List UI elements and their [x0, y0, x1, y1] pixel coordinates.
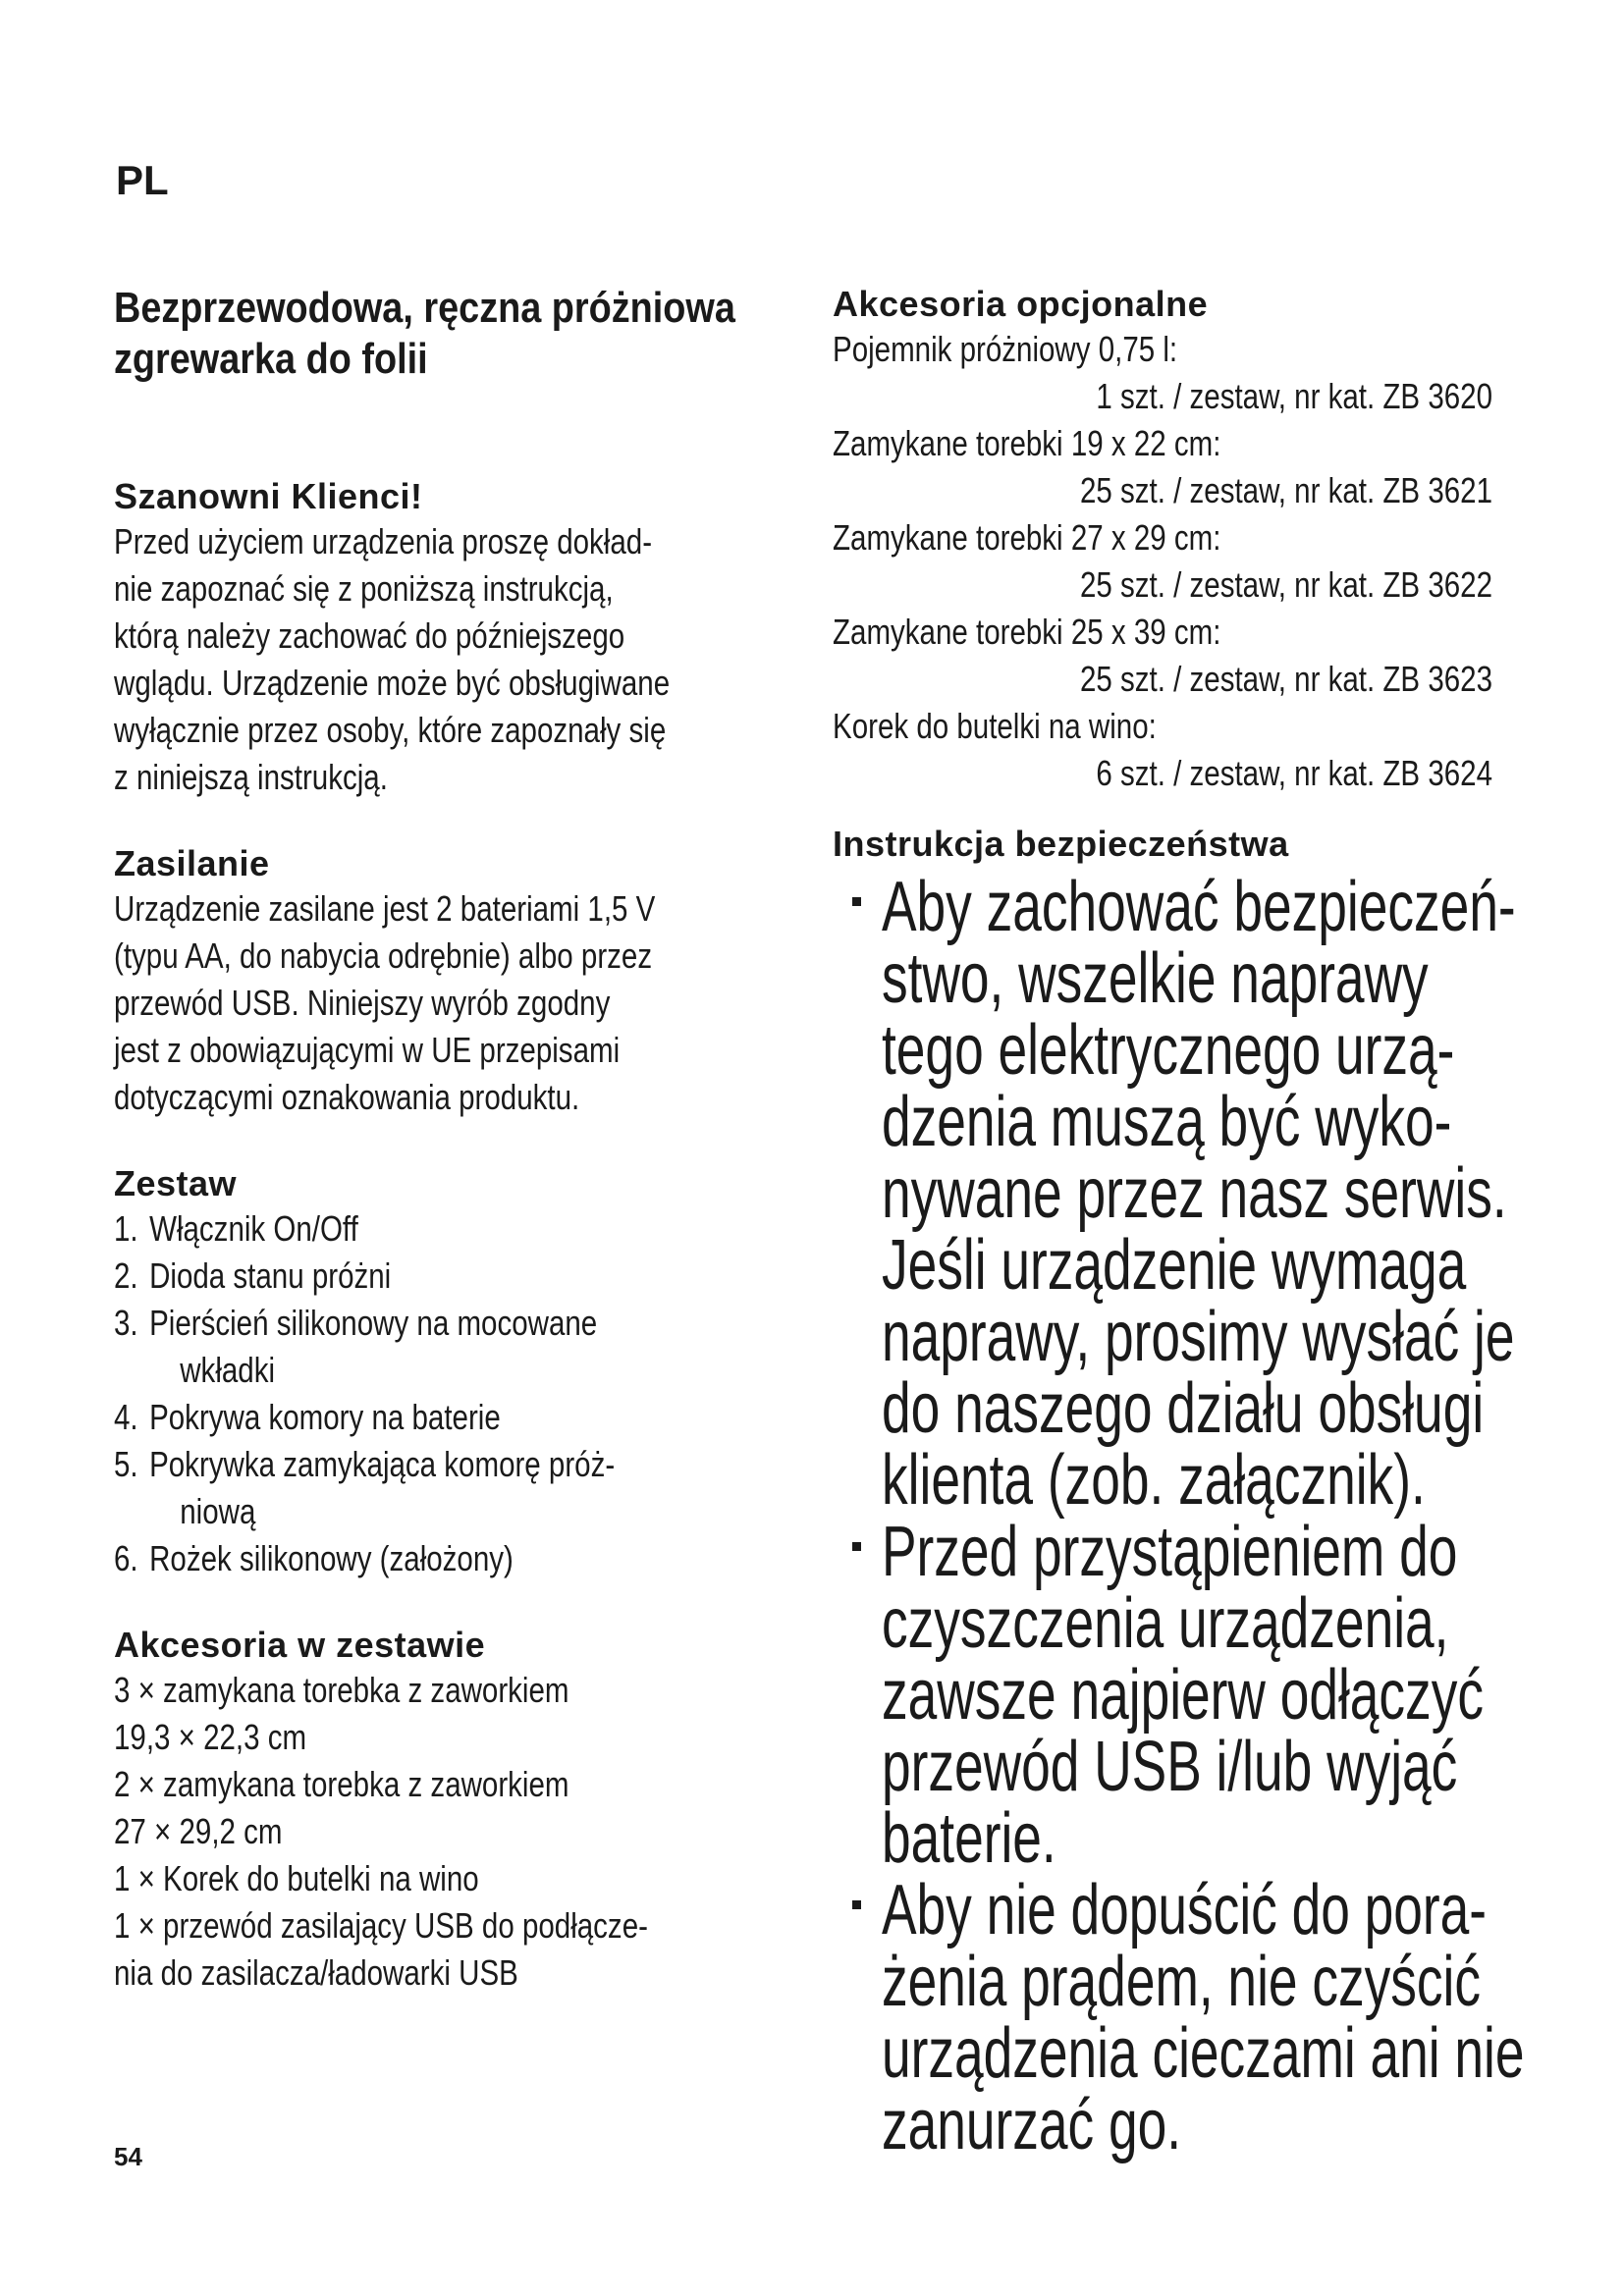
text-line: Urządzenie zasilane jest 2 bateriami 1,5 V — [114, 888, 656, 929]
text-line: 19,3 × 22,3 cm — [114, 1717, 307, 1757]
text-line: jest z obowiązującymi w UE przepisami — [114, 1030, 621, 1070]
text-line: baterie. — [882, 1799, 1056, 1878]
text-line: przewód USB. Niniejszy wyrób zgodny — [114, 983, 611, 1023]
safety-item — [833, 1871, 1525, 2164]
list-item — [833, 514, 1520, 609]
accessory-name: Korek do butelki na wino: — [833, 706, 1157, 746]
text-line: (typu AA, do nabycia odrębnie) albo przez — [114, 935, 653, 976]
text-line: Przed przystąpieniem do — [882, 1513, 1458, 1591]
accessory-name: Zamykane torebki 27 x 29 cm: — [833, 517, 1221, 558]
right-column — [833, 283, 1525, 2164]
bullet-icon — [852, 897, 861, 906]
safety-heading: Instrukcja bezpieczeństwa — [833, 824, 1289, 864]
text-line: dotyczącymi oznakowania produktu. — [114, 1077, 580, 1117]
item-text: Dioda stanu próżni — [149, 1255, 392, 1296]
item-number: 4. — [114, 1397, 138, 1437]
accessory-detail: 25 szt. / zestaw, nr kat. ZB 3622 — [1079, 564, 1492, 605]
accessory-detail: 25 szt. / zestaw, nr kat. ZB 3621 — [1079, 470, 1492, 510]
text-line: wglądu. Urządzenie może być obsługiwane — [114, 663, 671, 703]
text-line: naprawy, prosimy wysłać je — [882, 1298, 1515, 1376]
text-line: Jeśli urządzenie wymaga — [882, 1226, 1467, 1305]
accessory-name: Pojemnik próżniowy 0,75 l: — [833, 329, 1178, 369]
included-heading: Akcesoria w zestawie — [114, 1625, 486, 1665]
safety-item — [833, 1513, 1520, 1878]
text-line: czyszczenia urządzenia, — [882, 1584, 1449, 1663]
list-item — [114, 1205, 782, 1253]
page-number: 54 — [114, 2142, 142, 2171]
item-number: 1. — [114, 1208, 138, 1249]
accessory-name: Zamykane torebki 19 x 22 cm: — [833, 423, 1221, 463]
text-line: tego elektrycznego urzą- — [882, 1011, 1455, 1090]
greeting-section — [114, 475, 782, 801]
accessory-detail: 25 szt. / zestaw, nr kat. ZB 3623 — [1079, 659, 1492, 699]
bullet-icon — [852, 1542, 861, 1551]
text-line: 3 × zamykana torebka z zaworkiem — [114, 1670, 569, 1710]
list-item — [114, 1253, 782, 1300]
set-list — [114, 1205, 782, 1582]
language-code: PL — [116, 157, 169, 203]
bullet-icon — [852, 1900, 861, 1909]
text-line: klienta (zob. załącznik). — [882, 1441, 1426, 1520]
item-text: Rożek silikonowy (założony) — [149, 1538, 514, 1578]
list-item — [114, 1535, 782, 1582]
list-item — [114, 1441, 782, 1535]
text-line: Aby nie dopuścić do pora- — [882, 1871, 1488, 1949]
text-line: 1 × przewód zasilający USB do podłącze- — [114, 1905, 648, 1946]
text-line: nia do zasilacza/ładowarki USB — [114, 1952, 518, 1993]
item-text: wkładki — [180, 1350, 276, 1390]
item-text: Pokrywka zamykająca komorę próż- — [149, 1444, 616, 1484]
accessory-detail: 1 szt. / zestaw, nr kat. ZB 3620 — [1096, 376, 1492, 416]
item-number: 3. — [114, 1303, 138, 1343]
power-section — [114, 842, 782, 1121]
product-title — [114, 283, 782, 385]
list-item — [833, 326, 1520, 420]
item-text: Pierścień silikonowy na mocowane — [149, 1303, 598, 1343]
accessory-detail: 6 szt. / zestaw, nr kat. ZB 3624 — [1096, 753, 1492, 793]
set-section — [114, 1162, 782, 1582]
text-line: zanurzać go. — [882, 2086, 1182, 2164]
accessory-name: Zamykane torebki 25 x 39 cm: — [833, 612, 1221, 652]
left-column — [114, 283, 782, 1997]
safety-section — [833, 823, 1525, 2164]
list-item — [833, 420, 1520, 514]
item-number: 2. — [114, 1255, 138, 1296]
text-line: urządzenia cieczami ani nie — [882, 2014, 1525, 2093]
text-line: zawsze najpierw odłączyć — [882, 1656, 1484, 1735]
safety-item — [833, 868, 1520, 1520]
text-line: 27 × 29,2 cm — [114, 1811, 283, 1851]
text-line: stwo, wszelkie naprawy — [882, 939, 1429, 1018]
text-line: do naszego działu obsługi — [882, 1369, 1485, 1448]
set-heading: Zestaw — [114, 1163, 238, 1203]
text-line: dzenia muszą być wyko- — [882, 1083, 1452, 1161]
item-number: 5. — [114, 1444, 138, 1484]
text-line: przewód USB i/lub wyjąć — [882, 1728, 1458, 1806]
item-text: niową — [180, 1491, 256, 1531]
text-line: Aby zachować bezpieczeń- — [882, 868, 1516, 946]
included-accessories-section — [114, 1624, 782, 1997]
text-line: wyłącznie przez osoby, które zapoznały się — [114, 710, 667, 750]
title-line: zgrewarka do folii — [114, 335, 428, 383]
list-item — [114, 1394, 782, 1441]
item-text: Włącznik On/Off — [149, 1208, 358, 1249]
list-item — [833, 703, 1520, 797]
text-line: 2 × zamykana torebka z zaworkiem — [114, 1764, 569, 1804]
text-line: nywane przez nasz serwis. — [882, 1154, 1507, 1233]
title-line: Bezprzewodowa, ręczna próżniowa — [114, 284, 735, 332]
optional-heading: Akcesoria opcjonalne — [833, 284, 1209, 324]
power-heading: Zasilanie — [114, 843, 270, 883]
list-item — [833, 609, 1520, 703]
text-line: którą należy zachować do późniejszego — [114, 615, 625, 656]
text-line: nie zapoznać się z poniższą instrukcją, — [114, 568, 614, 609]
list-item — [114, 1300, 782, 1394]
text-line: żenia prądem, nie czyścić — [882, 1943, 1482, 2021]
item-text: Pokrywa komory na baterie — [149, 1397, 501, 1437]
optional-accessories-section — [833, 283, 1520, 797]
item-number: 6. — [114, 1538, 138, 1578]
text-line: Przed użyciem urządzenia proszę dokład- — [114, 521, 653, 561]
greeting-heading: Szanowni Klienci! — [114, 476, 423, 516]
text-line: 1 × Korek do butelki na wino — [114, 1858, 479, 1898]
text-line: z niniejszą instrukcją. — [114, 757, 388, 797]
